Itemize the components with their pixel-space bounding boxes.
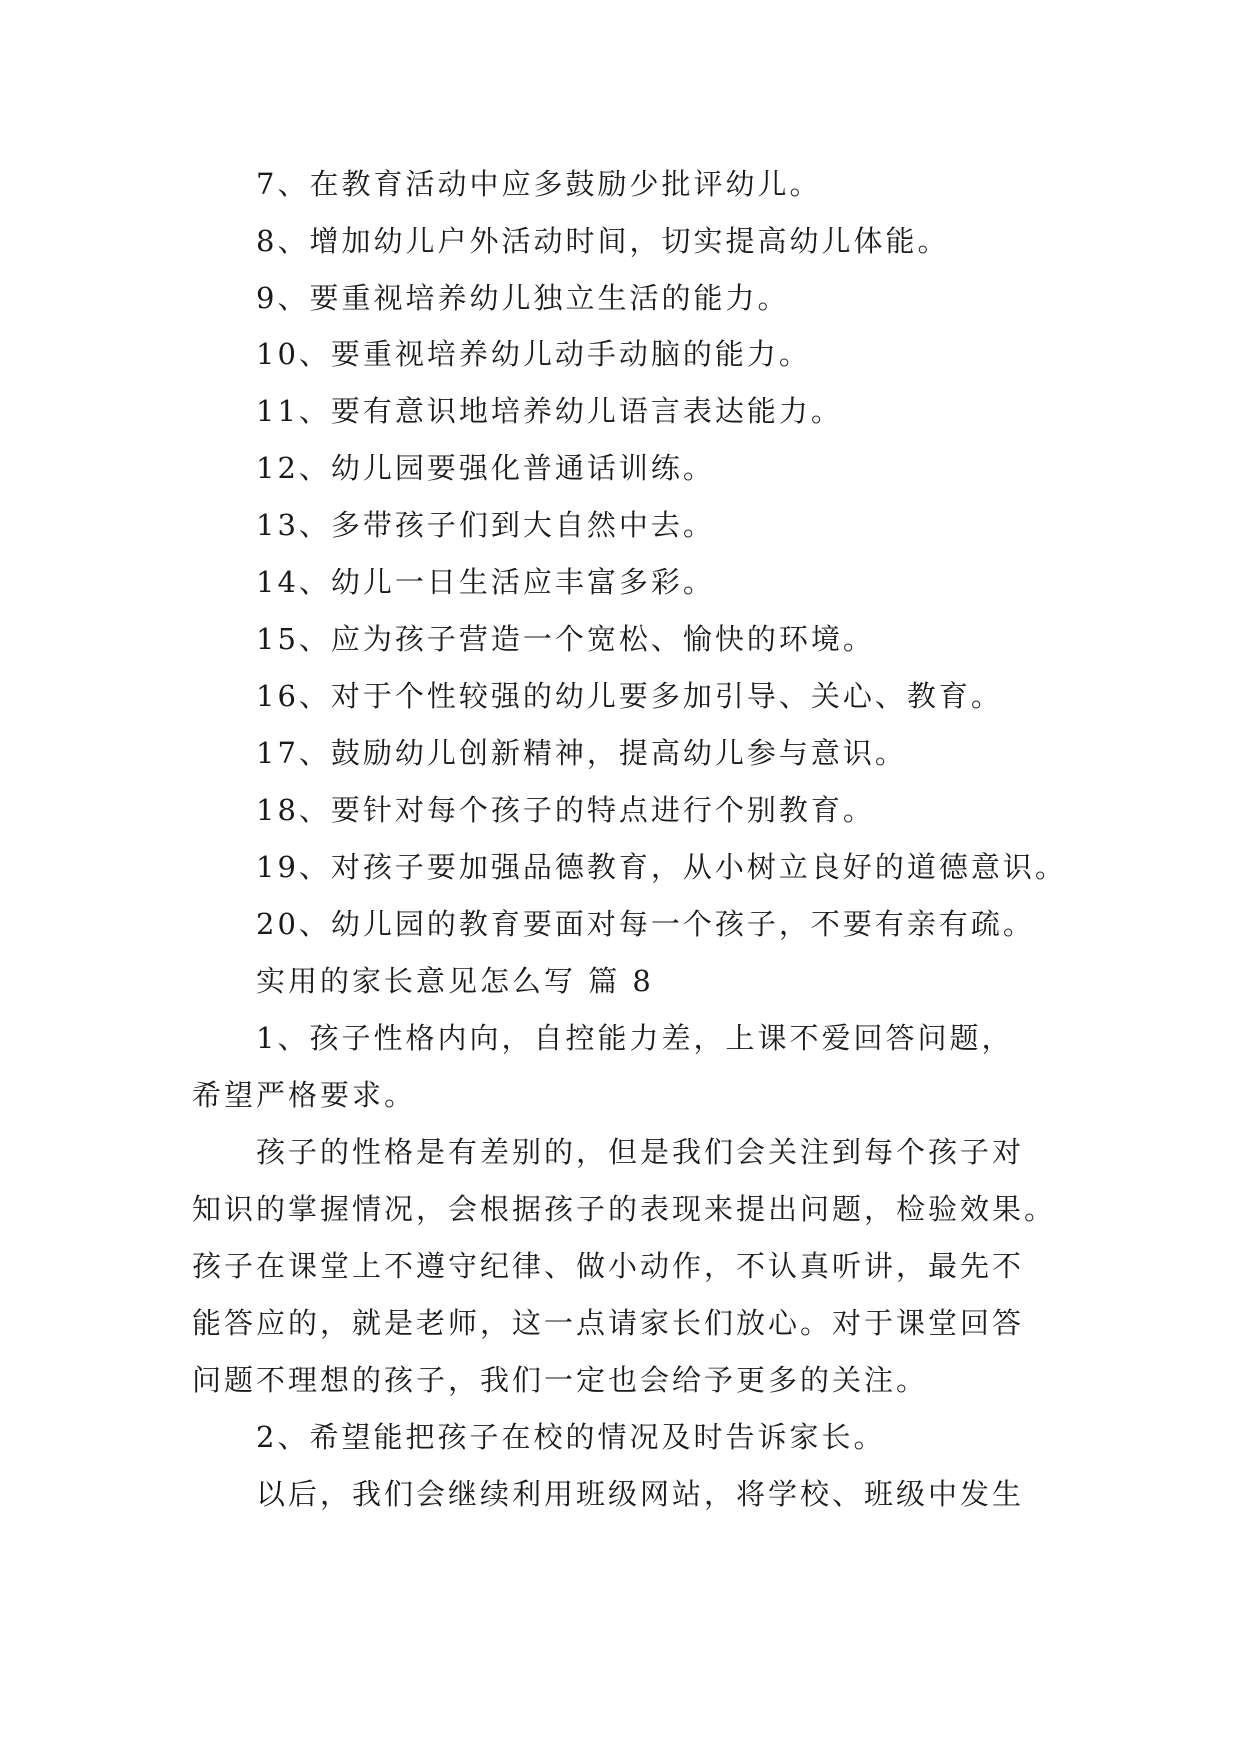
list-item: 8、增加幼儿户外活动时间，切实提高幼儿体能。 xyxy=(256,224,950,258)
paragraph-line: 以后，我们会继续利用班级网站，将学校、班级中发生 xyxy=(256,1477,1025,1511)
paragraph-line: 2、希望能把孩子在校的情况及时告诉家长。 xyxy=(256,1420,886,1454)
section-heading: 实用的家长意见怎么写 篇 8 xyxy=(256,964,654,998)
list-item: 17、鼓励幼儿创新精神，提高幼儿参与意识。 xyxy=(256,736,907,770)
list-item: 14、幼儿一日生活应丰富多彩。 xyxy=(256,565,715,599)
paragraph-line: 希望严格要求。 xyxy=(192,1078,417,1112)
list-item: 15、应为孩子营造一个宽松、愉快的环境。 xyxy=(256,622,875,656)
list-item: 18、要针对每个孩子的特点进行个别教育。 xyxy=(256,793,875,827)
paragraph-line: 问题不理想的孩子，我们一定也会给予更多的关注。 xyxy=(192,1363,929,1397)
paragraph-line: 1、孩子性格内向，自控能力差，上课不爱回答问题， xyxy=(256,1021,1014,1055)
list-item: 16、对于个性较强的幼儿要多加引导、关心、教育。 xyxy=(256,679,1003,713)
paragraph-line: 能答应的，就是老师，这一点请家长们放心。对于课堂回答 xyxy=(192,1306,1025,1340)
list-item: 7、在教育活动中应多鼓励少批评幼儿。 xyxy=(256,167,822,201)
list-item: 12、幼儿园要强化普通话训练。 xyxy=(256,451,715,485)
list-item: 10、要重视培养幼儿动手动脑的能力。 xyxy=(256,337,811,371)
paragraph-line: 知识的掌握情况，会根据孩子的表现来提出问题，检验效果。 xyxy=(192,1192,1057,1226)
list-item: 11、要有意识地培养幼儿语言表达能力。 xyxy=(256,394,843,428)
list-item: 9、要重视培养幼儿独立生活的能力。 xyxy=(256,281,790,315)
list-item: 19、对孩子要加强品德教育，从小树立良好的道德意识。 xyxy=(256,850,1067,884)
list-item: 20、幼儿园的教育要面对每一个孩子，不要有亲有疏。 xyxy=(256,907,1035,941)
paragraph-line: 孩子在课堂上不遵守纪律、做小动作，不认真听讲，最先不 xyxy=(192,1249,1025,1283)
list-item: 13、多带孩子们到大自然中去。 xyxy=(256,508,715,542)
paragraph-line: 孩子的性格是有差别的，但是我们会关注到每个孩子对 xyxy=(256,1135,1025,1169)
